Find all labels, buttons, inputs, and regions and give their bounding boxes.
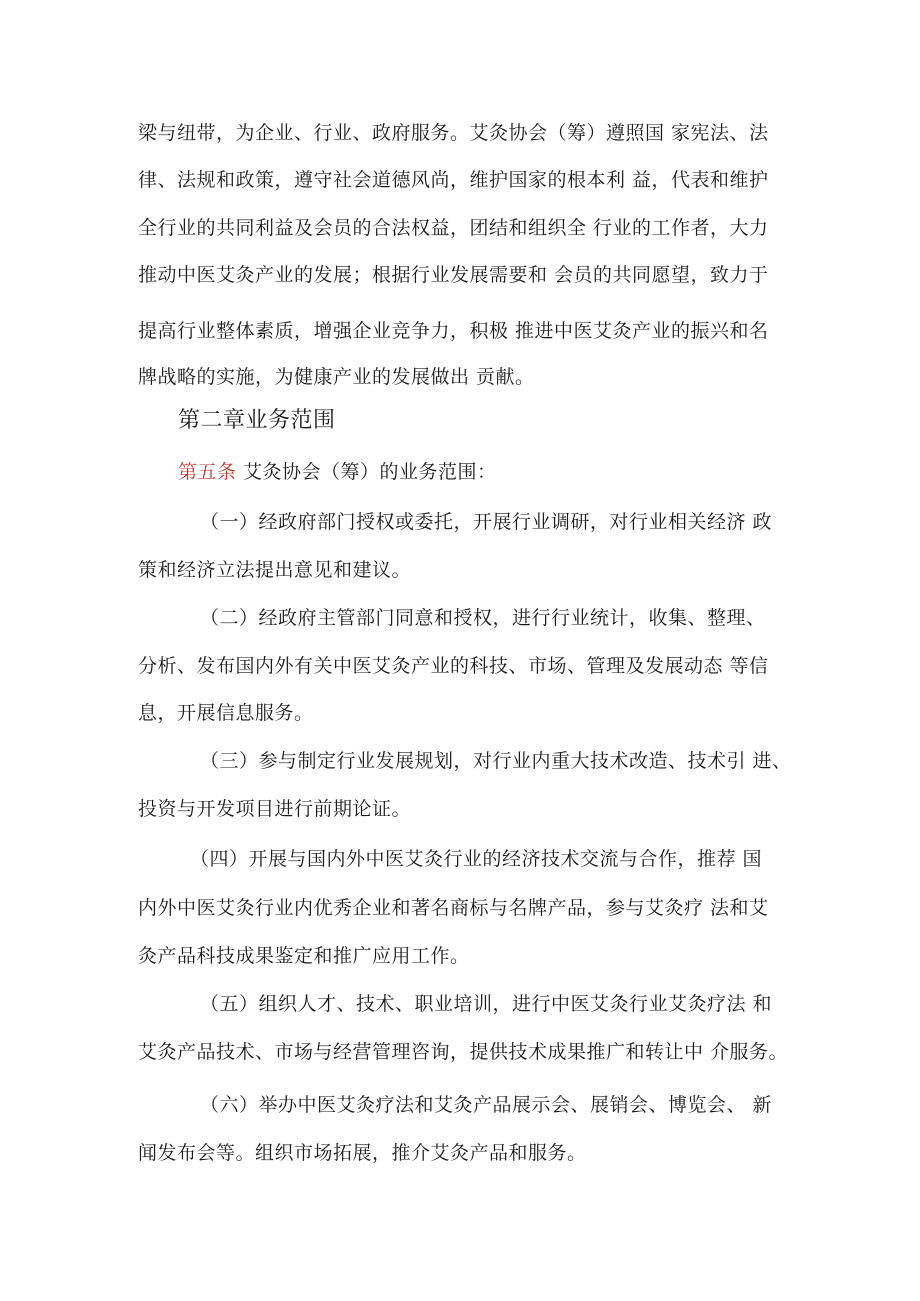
item-2-line-2: 分析、发布国内外有关中医艾灸产业的科技、市场、管理及发展动态 等信 <box>138 655 769 677</box>
item-5-line-1: （五）组织人才、技术、职业培训，进行中医艾灸行业艾灸疗法 和 <box>200 993 773 1015</box>
item-5-line-2: 艾灸产品技术、市场与经营管理咨询，提供技术成果推广和转让中 介服务。 <box>138 1041 789 1063</box>
item-4-line-1: （四）开展与国内外中医艾灸行业的经济技术交流与合作，推荐 国 <box>190 848 763 870</box>
item-2-line-3: 息，开展信息服务。 <box>138 702 314 724</box>
article-5-text: 艾灸协会（筹）的业务范围： <box>236 461 497 483</box>
intro-line-1: 梁与纽带，为企业、行业、政府服务。艾灸协会（筹）遵照国 家宪法、法 <box>138 122 769 144</box>
intro-line-2: 律、法规和政策，遵守社会道德风尚，维护国家的根本利 益，代表和维护 <box>138 169 769 191</box>
item-6-line-1: （六）举办中医艾灸疗法和艾灸产品展示会、展销会、博览会、 新 <box>200 1094 773 1116</box>
intro-line-6: 牌战略的实施，为健康产业的发展做出 贡献。 <box>138 366 535 388</box>
intro-line-4: 推动中医艾灸产业的发展；根据行业发展需要和 会员的共同愿望，致力于 <box>138 264 769 286</box>
article-5-label: 第五条 <box>178 461 237 483</box>
item-6-line-2: 闻发布会等。组织市场拓展，推介艾灸产品和服务。 <box>138 1142 587 1164</box>
item-3-line-1: （三）参与制定行业发展规划，对行业内重大技术改造、技术引 进、 <box>200 750 792 772</box>
item-3-line-2: 投资与开发项目进行前期论证。 <box>138 798 412 820</box>
item-4-line-3: 灸产品科技成果鉴定和推广应用工作。 <box>138 945 470 967</box>
item-1-line-1: （一）经政府部门授权或委托，开展行业调研，对行业相关经济 政 <box>200 511 773 533</box>
chapter-title: 第二章业务范围 <box>178 408 336 433</box>
item-1-line-2: 策和经济立法提出意见和建议。 <box>138 559 412 581</box>
item-4-line-2: 内外中医艾灸行业内优秀企业和著名商标与名牌产品，参与艾灸疗 法和艾 <box>138 897 769 919</box>
article-5 <box>178 460 497 484</box>
intro-line-5: 提高行业整体素质，增强企业竞争力，积极 推进中医艾灸产业的振兴和名 <box>138 320 769 342</box>
item-2-line-1: （二）经政府主管部门同意和授权，进行行业统计，收集、整理、 <box>200 607 766 629</box>
intro-line-3: 全行业的共同利益及会员的合法权益，团结和组织全 行业的工作者，大力 <box>138 217 769 239</box>
